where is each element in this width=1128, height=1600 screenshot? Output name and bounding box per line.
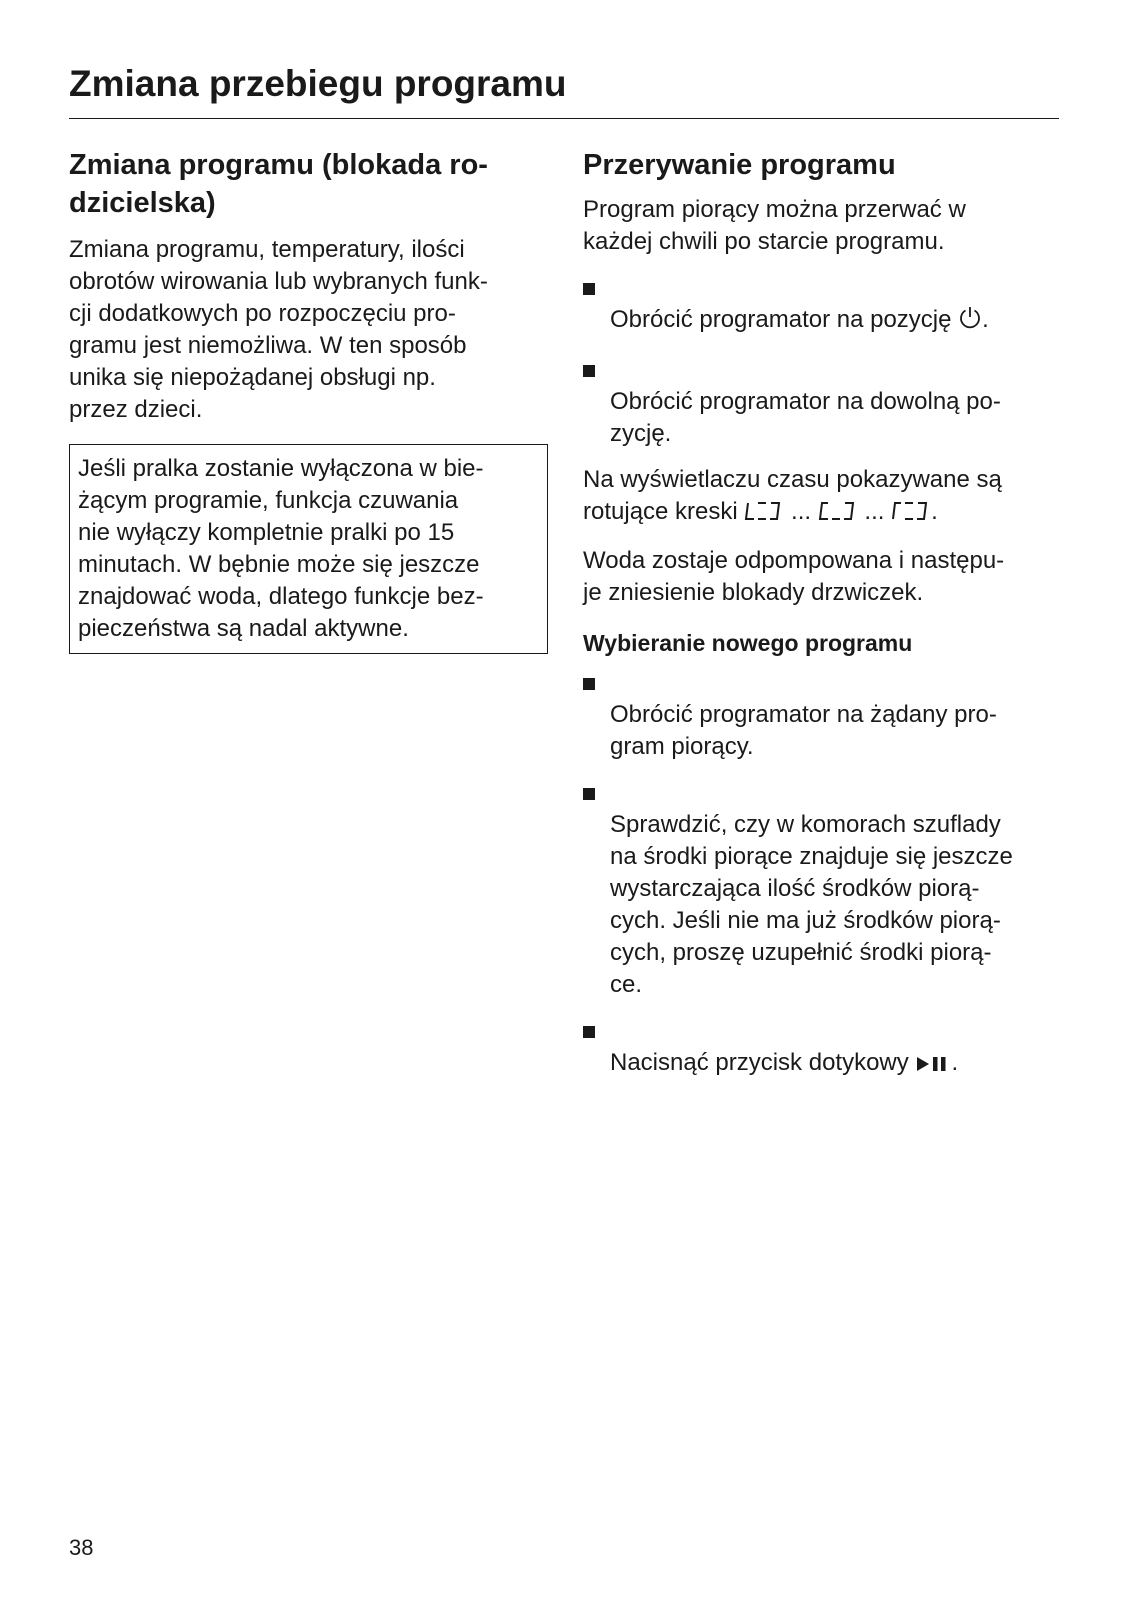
rotating-dash-3-icon (891, 499, 931, 531)
interrupt-intro: Program piorący można przerwać w każdej chwili po starcie programu. (583, 196, 966, 255)
step-text: Nacisnąć przycisk dotykowy (610, 1049, 916, 1076)
display-text-line1: Na wyświetlaczu czasu pokazywane są (583, 466, 1002, 493)
page-number: 38 (69, 1535, 94, 1560)
parental-lock-paragraph: Zmiana programu, temperatury, ilości obrotów wirowania lub wybranych funk- cji dodatkowych po rozpoczęciu pro- gramu jest niemożliwa. W ten sposób unika się niepożądanej obsługi np. przez dzieci. (69, 236, 488, 423)
display-sep-2: ... (857, 498, 892, 525)
display-dashes-paragraph (583, 464, 1063, 531)
title-divider (69, 118, 1059, 119)
step-end: . (982, 306, 989, 333)
bullet-square-icon (583, 1026, 595, 1038)
display-end: . (931, 498, 938, 525)
standby-note-box: Jeśli pralka zostanie wyłączona w bie- żącym programie, funkcja czuwania nie wyłączy kompletnie pralki po 15 minutach. W bębnie może się jeszcze znajdować woda, dlatego funkcje bez- pieczeństwa są nadal aktywne. (69, 444, 548, 654)
pump-out-paragraph: Woda zostaje odpompowana i następu- je zniesienie blokady drzwiczek. (583, 547, 1005, 606)
section-heading-interrupt: Przerywanie programu (583, 149, 896, 181)
step-text: Obrócić programator na pozycję (610, 306, 959, 333)
display-sep-1: ... (784, 498, 818, 525)
step-check-detergent (583, 777, 1063, 1001)
left-column (69, 146, 549, 654)
step-text: Obrócić programator na dowolną po- zycję. (610, 388, 1001, 447)
power-off-icon (958, 305, 982, 340)
page-title: Zmiana przebiegu programu (69, 63, 567, 104)
step-press-start (583, 1015, 1063, 1083)
step-select-program (583, 667, 1063, 763)
section-heading-parental-lock: Zmiana programu (blokada ro- dzicielska) (69, 149, 488, 219)
right-column (583, 146, 1063, 1097)
step-turn-to-any (583, 354, 1063, 450)
step-text: Obrócić programator na żądany pro- gram piorący. (610, 701, 997, 760)
bullet-square-icon (583, 283, 595, 295)
step-end: . (951, 1049, 959, 1076)
bullet-square-icon (583, 788, 595, 800)
play-pause-icon (915, 1051, 951, 1083)
bullet-square-icon (583, 678, 595, 690)
subheading-new-program: Wybieranie nowego programu (583, 630, 913, 656)
step-turn-to-off (583, 272, 1063, 340)
step-text: Sprawdzić, czy w komorach szuflady na środki piorące znajduje się jeszcze wystarczająca ilość środków piorą- cych. Jeśli nie ma już środków piorą- cych, proszę uzupełnić środki piorą- ce. (610, 811, 1013, 998)
rotating-dash-2-icon (818, 499, 858, 531)
rotating-dash-1-icon (744, 499, 784, 531)
bullet-square-icon (583, 365, 595, 377)
display-text-line2: rotujące kreski (583, 498, 745, 525)
